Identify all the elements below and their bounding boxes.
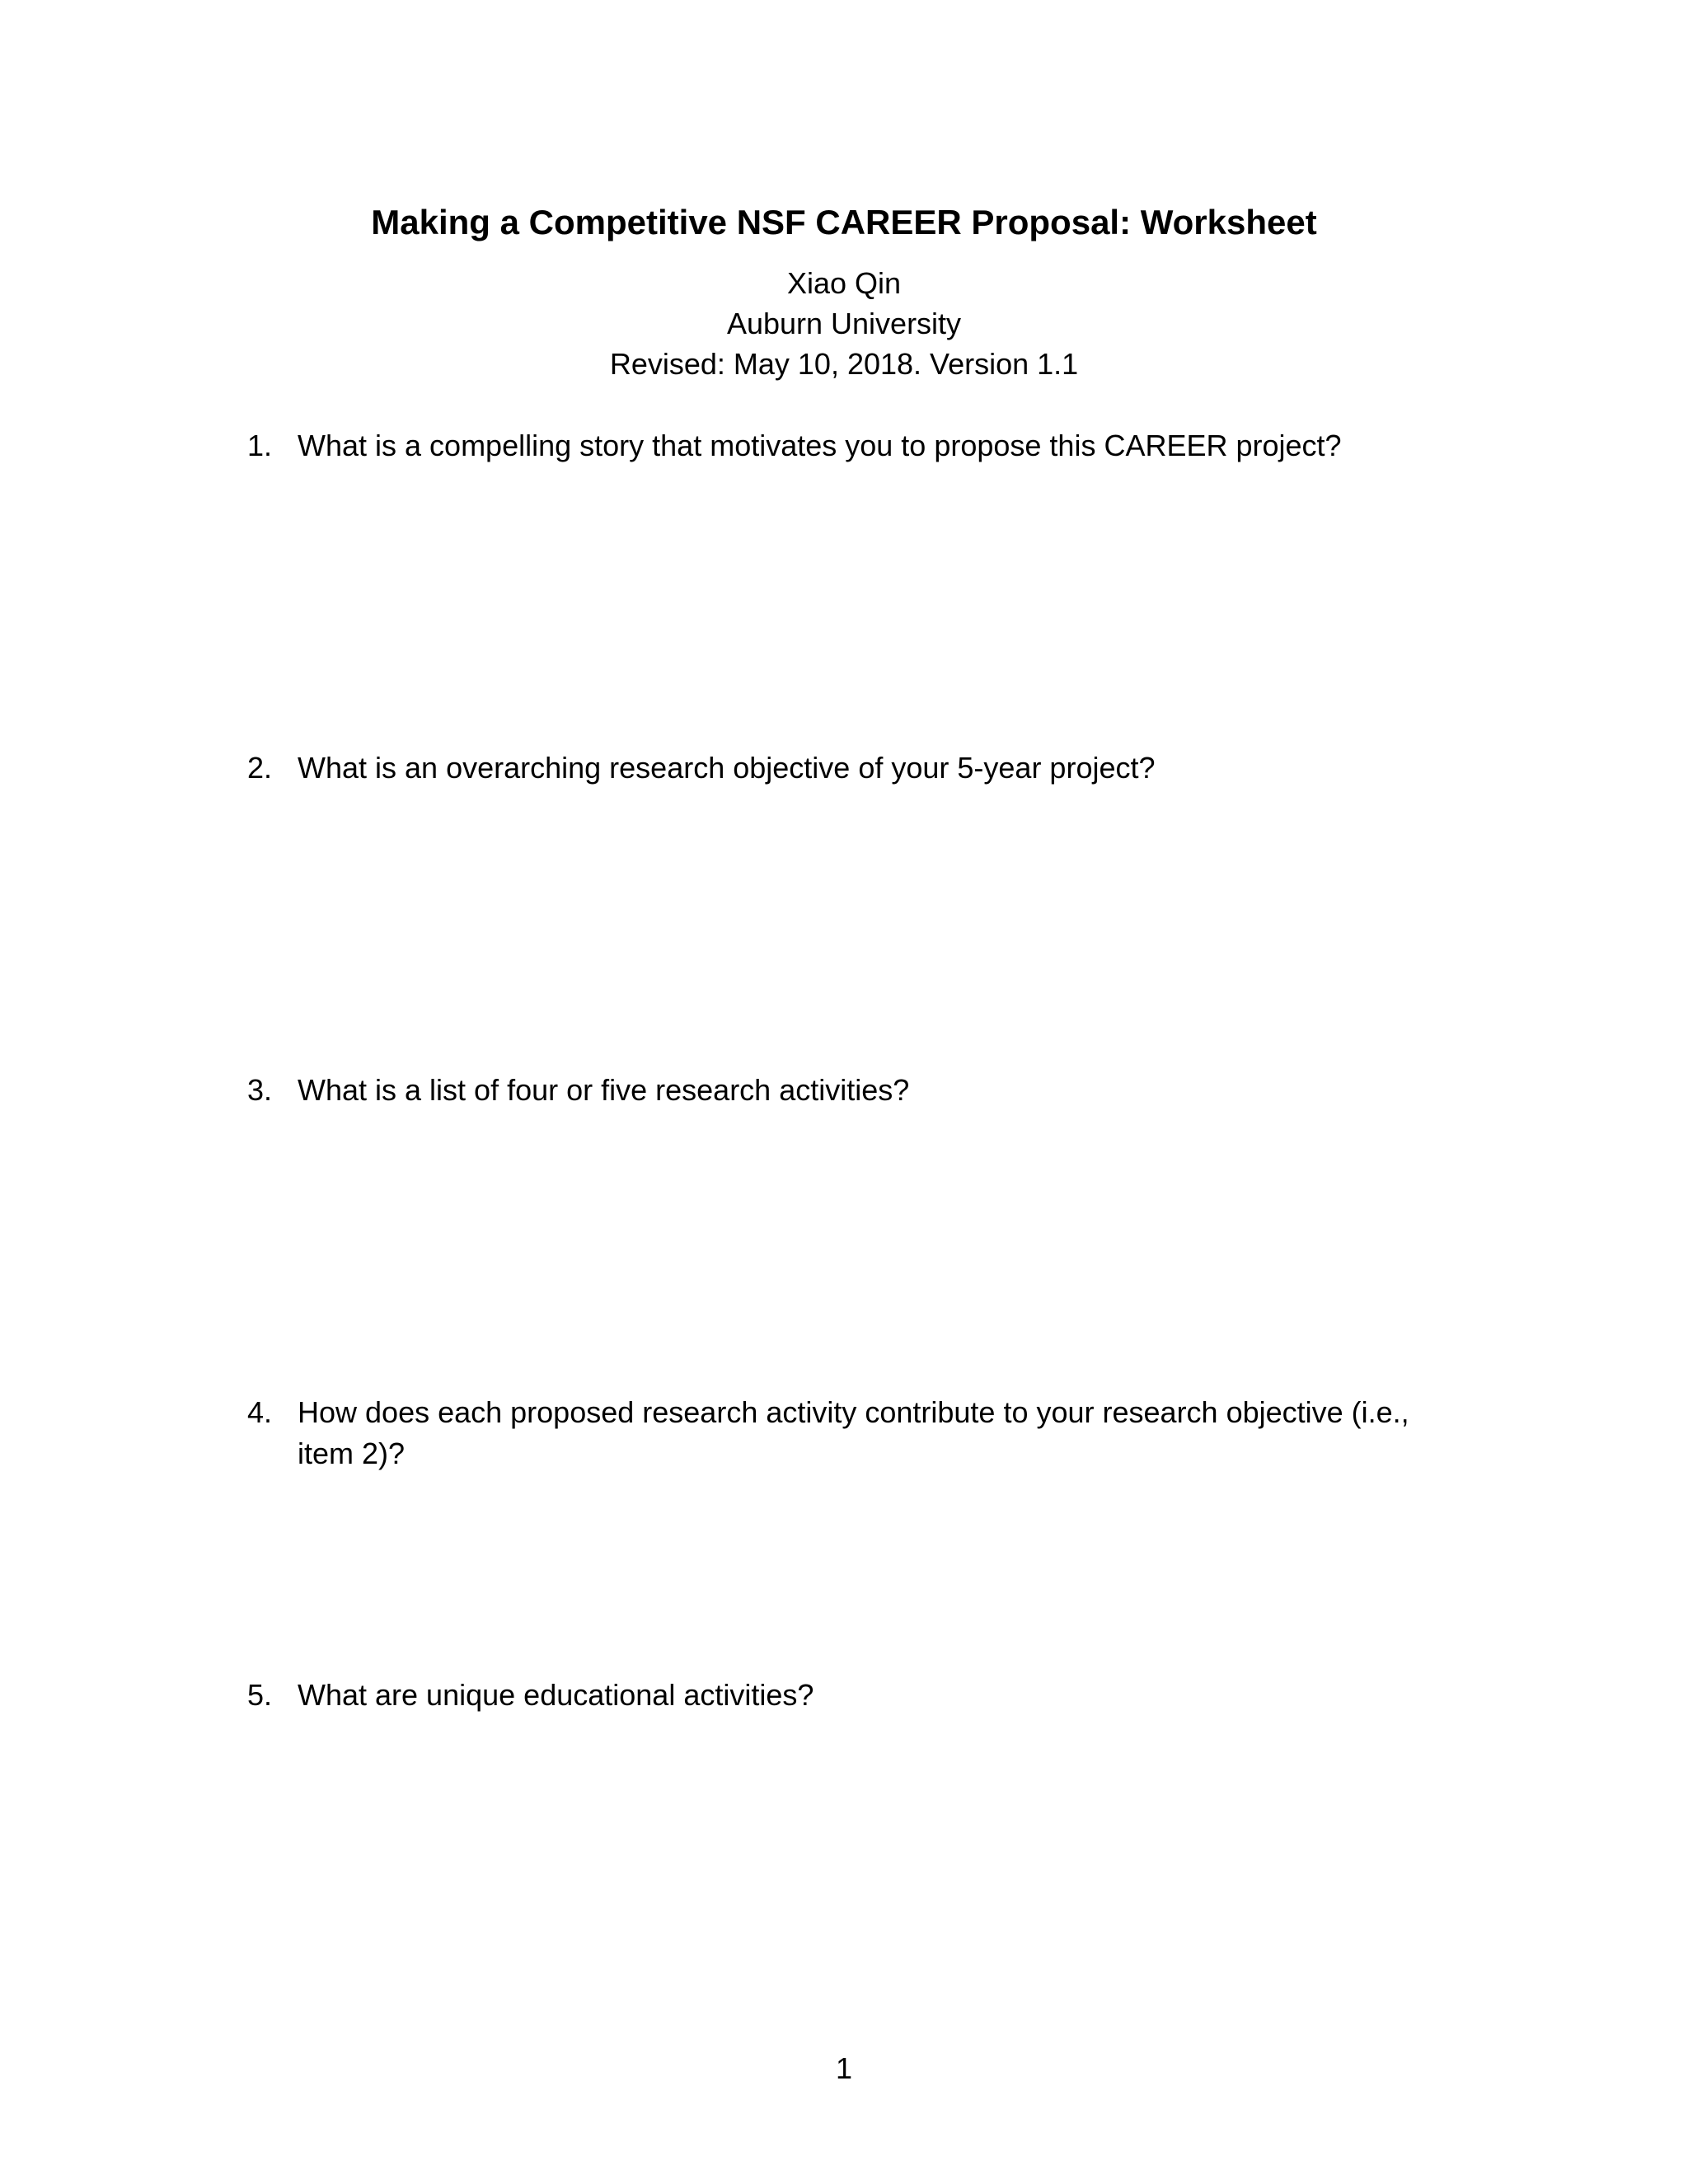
question-number: 2.	[247, 751, 273, 785]
question-number: 5.	[247, 1678, 273, 1712]
question-text: What is a list of four or five research activities?	[298, 1073, 910, 1107]
revision-info: Revised: May 10, 2018. Version 1.1	[609, 347, 1079, 381]
author-name: Xiao Qin	[786, 266, 902, 300]
question-number: 1.	[247, 429, 273, 462]
question-text: What is a compelling story that motivates you to propose this CAREER project?	[298, 429, 1342, 462]
question-text: What are unique educational activities?	[298, 1678, 814, 1712]
page-number: 1	[835, 2051, 853, 2085]
document-title: Making a Competitive NSF CAREER Proposal: Worksheet	[371, 203, 1317, 241]
author-affiliation: Auburn University	[726, 307, 962, 340]
question-text: How does each proposed research activity contribute to your research objective (i.e., item 2)?	[298, 1395, 1409, 1470]
question-number: 4.	[247, 1395, 273, 1429]
question-number: 3.	[247, 1073, 273, 1107]
question-text: What is an overarching research objective of your 5-year project?	[298, 751, 1156, 785]
